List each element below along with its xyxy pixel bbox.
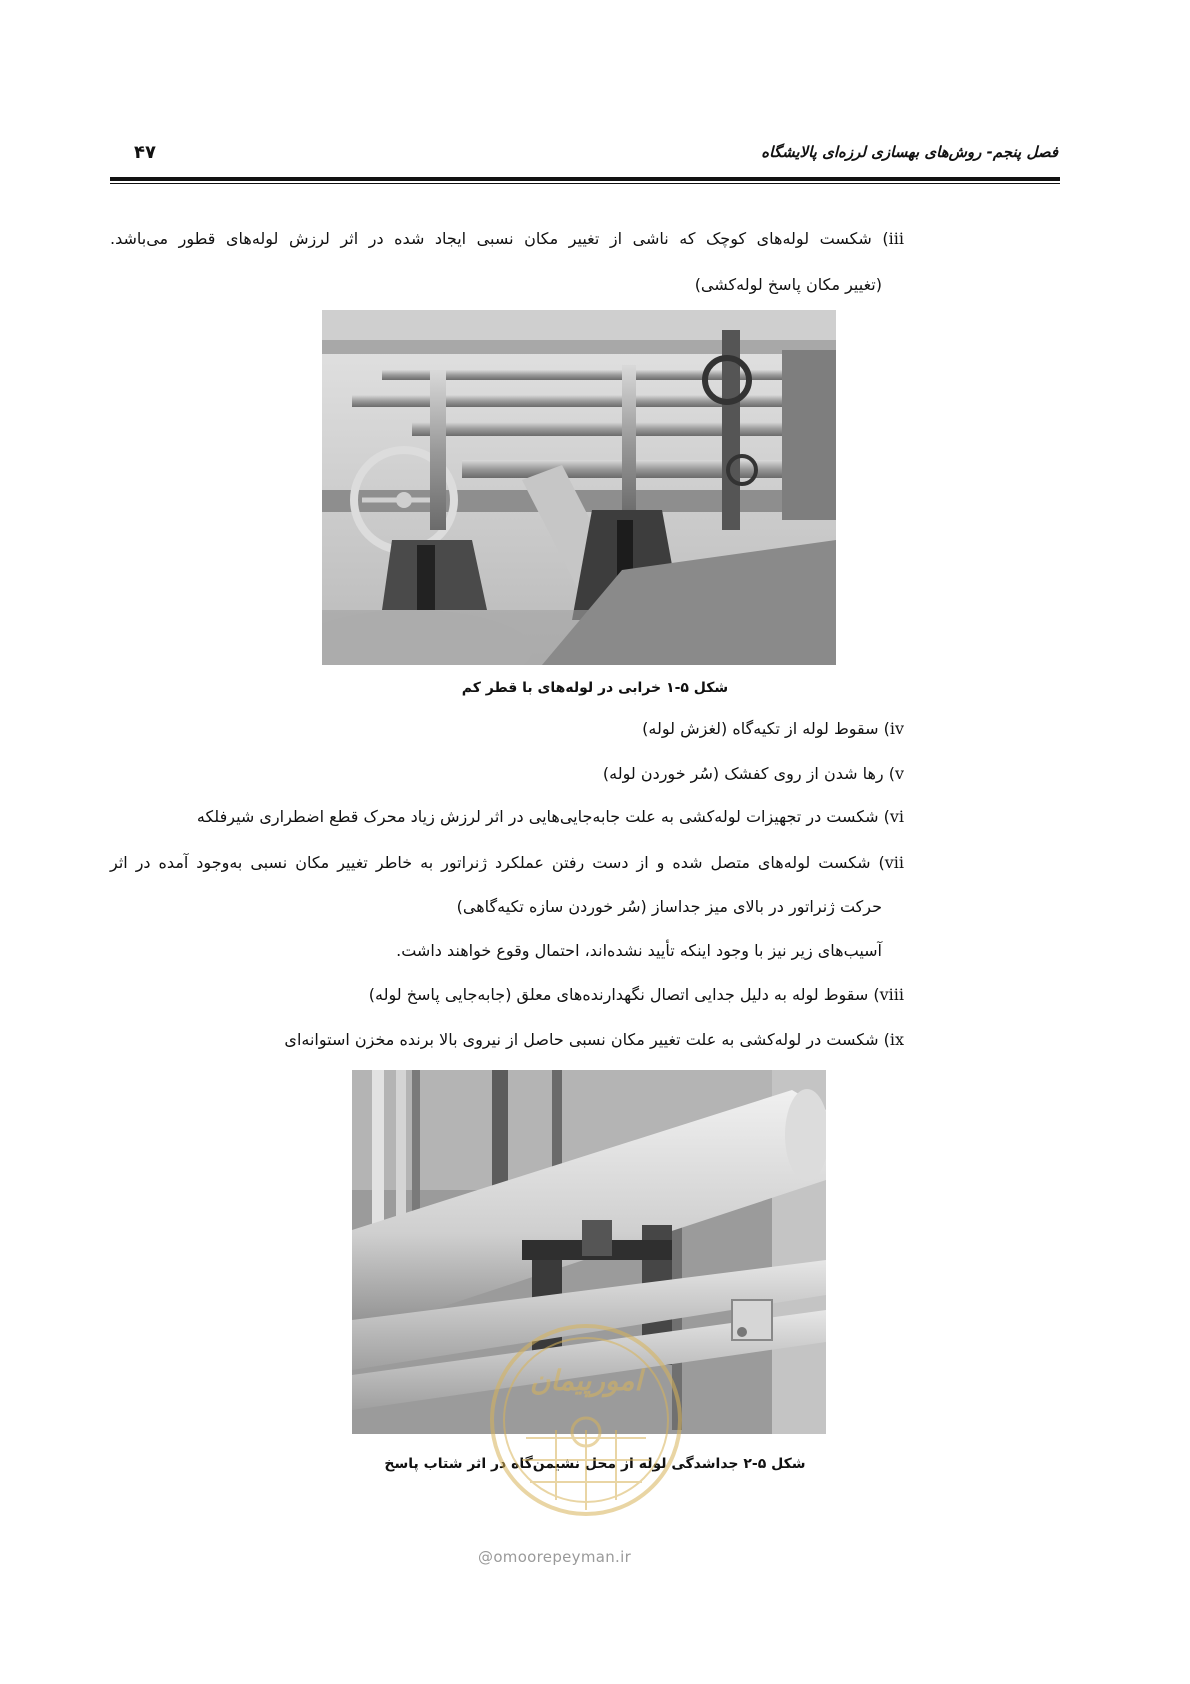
item-text: سقوط لوله به دلیل جدایی اتصال نگهدارنده‌های معلق (جابه‌جایی پاسخ لوله): [368, 985, 869, 1004]
item-number: ix: [889, 1030, 904, 1049]
figure-1-caption: شکل ۵-۱ خرابی در لوله‌های با قطر کم: [461, 680, 729, 696]
header-rule-thin: [110, 183, 1060, 184]
figure-1-photo: [322, 310, 836, 665]
item-text: حرکت ژنراتور در بالای میز جداساز (سُر خوردن سازه تکیه‌گاهی): [456, 897, 882, 916]
item-text: شکست لوله‌های متصل شده و از دست رفتن عملکرد ژنراتور به خاطر تغییر مکان نسبی به‌وجود آمده در اثر: [110, 853, 871, 872]
item-text: رها شدن از روی کفشک (سُر خوردن لوله): [602, 764, 884, 783]
paragraph-line: iii) شکست لوله‌های کوچک که ناشی از تغییر مکان نسبی ایجاد شده در اثر لرزش لوله‌های قطور می‌باشد.: [110, 229, 904, 248]
item-text: شکست لوله‌های کوچک که ناشی از تغییر مکان نسبی ایجاد شده در اثر لرزش لوله‌های قطور می‌باشد.: [110, 229, 872, 248]
item-text: شکست در تجهیزات لوله‌کشی به علت جابه‌جایی‌هایی در اثر لرزش زیاد محرک قطع اضطراری شیرفلکه: [196, 807, 879, 826]
item-number: iv: [889, 719, 904, 738]
item-number: viii: [879, 985, 904, 1004]
watermark-site-text: @omoorepeyman.ir: [478, 1548, 632, 1566]
paragraph-line: iv) سقوط لوله از تکیه‌گاه (لغزش لوله): [642, 719, 904, 738]
figure-2-caption: شکل ۵-۲ جداشدگی لوله از محل نشیمن‌گاه در اثر شتاب پاسخ: [384, 1456, 806, 1472]
item-number: iii: [888, 229, 904, 248]
watermark-logo-text: امورپیمان: [529, 1364, 643, 1397]
item-text: آسیب‌های زیر نیز با وجود اینکه تأیید نشده‌اند، احتمال وقوع خواهند داشت.: [396, 941, 882, 960]
item-text: شکست در لوله‌کشی به علت تغییر مکان نسبی حاصل از نیروی بالا برنده مخزن استوانه‌ای: [284, 1030, 879, 1049]
item-text: (تغییر مکان پاسخ لوله‌کشی): [694, 275, 882, 294]
paragraph-line: v) رها شدن از روی کفشک (سُر خوردن لوله): [602, 764, 904, 783]
item-text: سقوط لوله از تکیه‌گاه (لغزش لوله): [642, 719, 879, 738]
paragraph-line: [396, 940, 882, 962]
paragraph-line: ix) شکست در لوله‌کشی به علت تغییر مکان نسبی حاصل از نیروی بالا برنده مخزن استوانه‌ای: [284, 1030, 904, 1049]
item-number: vii: [884, 853, 905, 872]
watermark-seal: [486, 1320, 686, 1520]
paragraph-line: [695, 274, 882, 296]
page-number: ۴۷: [134, 142, 156, 163]
paragraph-line: [457, 896, 882, 918]
paragraph-line: viii) سقوط لوله به دلیل جدایی اتصال نگهدارنده‌های معلق (جابه‌جایی پاسخ لوله): [368, 985, 904, 1004]
item-number: v: [894, 764, 904, 783]
header-rule-thick: [110, 177, 1060, 181]
item-number: vi: [889, 807, 904, 826]
paragraph-line: vi) شکست در تجهیزات لوله‌کشی به علت جابه‌جایی‌هایی در اثر لرزش زیاد محرک قطع اضطراری شیرفلکه: [196, 807, 904, 826]
chapter-header-title: فصل پنجم- روش‌های بهسازی لرزه‌ای پالایشگاه: [761, 143, 1058, 161]
paragraph-line: vii) شکست لوله‌های متصل شده و از دست رفتن عملکرد ژنراتور به خاطر تغییر مکان نسبی به‌وجود آمده در اثر: [110, 853, 905, 872]
at-icon: @: [478, 1548, 494, 1566]
